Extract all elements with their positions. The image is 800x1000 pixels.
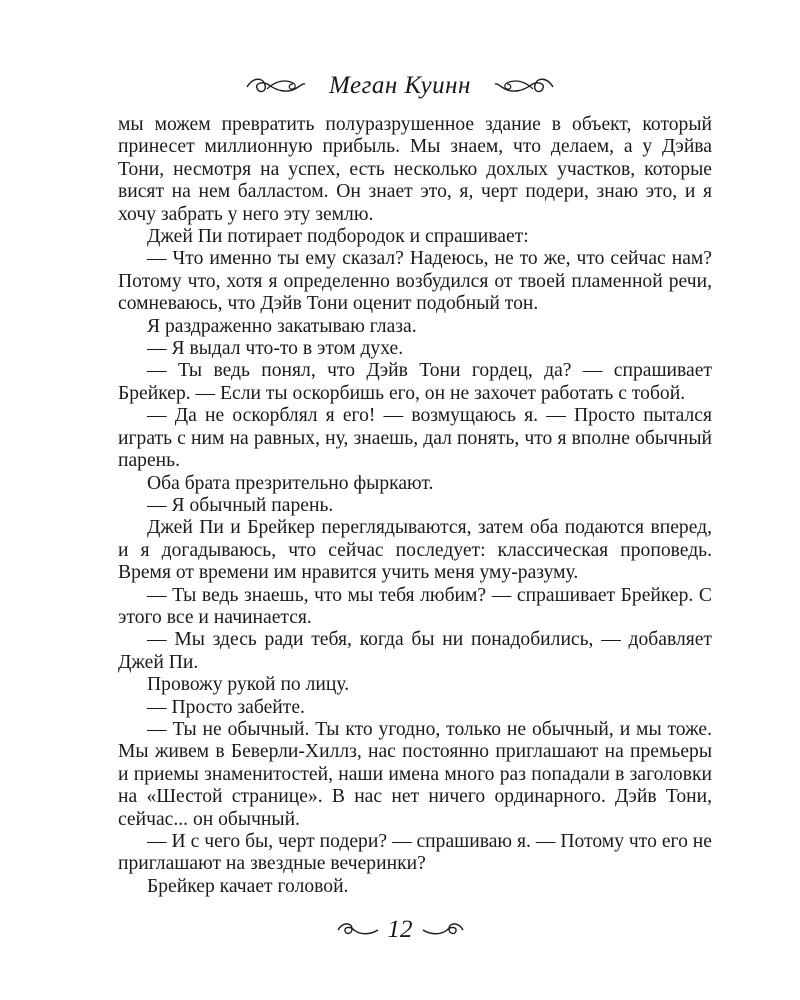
paragraph: — Ты ведь знаешь, что мы тебя любим? — спрашивает Брейкер. С этого все и начинается. xyxy=(118,584,712,628)
page-number: 12 xyxy=(387,916,413,943)
swirl-ornament-icon xyxy=(421,920,465,940)
swirl-ornament-icon xyxy=(245,75,307,97)
paragraph: — И с чего бы, черт подери? — спрашиваю я. — Потому что его не приглашают на звездные вечеринки? xyxy=(118,831,712,875)
paragraph: — Просто забейте. xyxy=(147,696,305,718)
running-head xyxy=(0,66,800,106)
paragraph: — Я обычный парень. xyxy=(147,494,334,516)
paragraph: — Ты ведь понял, что Дэйв Тони гордец, да? — спрашивает Брейкер. — Если ты оскорбишь его, он не захочет работать с тобой. xyxy=(118,360,712,404)
paragraph: Оба брата презрительно фыркают. xyxy=(147,472,434,494)
swirl-ornament-icon xyxy=(493,75,555,97)
paragraph: Я раздраженно закатываю глаза. xyxy=(147,315,417,337)
paragraph: — Ты не обычный. Ты кто угодно, только не обычный, и мы тоже. Мы живем в Беверли-Хиллз, нас постоянно приглашают на премьеры и приемы знаменитостей, наши имена много раз попадали в заголовки на «Шестой странице». В нас нет ничего ординарного. Дэйв Тони, сейчас... он обычный. xyxy=(118,718,712,830)
swirl-ornament-icon xyxy=(336,920,380,940)
paragraph: — Я выдал что-то в этом духе. xyxy=(147,338,404,360)
paragraph: — Да не оскорблял я его! — возмущаюсь я. — Просто пытался играть с ним на равных, ну, знаешь, дал понять, что я вполне обычный парень. xyxy=(118,405,712,472)
paragraph: — Что именно ты ему сказал? Надеюсь, не то же, что сейчас нам? Потому что, хотя я определенно возбудился от твоей пламенной речи, сомневаюсь, что Дэйв Тони оценит подобный тон. xyxy=(118,248,712,315)
paragraph: Джей Пи потирает подбородок и спрашивает: xyxy=(147,226,529,248)
paragraph: Брейкер качает головой. xyxy=(147,875,349,897)
body-text xyxy=(118,114,712,898)
paragraph: — Мы здесь ради тебя, когда бы ни понадобились, — добавляет Джей Пи. xyxy=(118,629,712,673)
paragraph: Джей Пи и Брейкер переглядываются, затем оба подаются вперед, и я догадываюсь, что сейчас последует: классическая проповедь. Время от времени им нравится учить меня уму-разуму. xyxy=(118,517,712,584)
running-head-title: Меган Куинн xyxy=(329,72,471,99)
paragraph: Провожу рукой по лицу. xyxy=(147,674,350,696)
page-number-footer xyxy=(0,912,800,948)
paragraph: мы можем превратить полуразрушенное здание в объект, который принесет миллионную прибыль. Мы знаем, что делаем, а у Дэйва Тони, несмотря на успех, есть несколько дохлых участков, которые висят на нем балластом. Он знает это, я, черт подери, знаю это, и я хочу забрать у него эту землю. xyxy=(118,114,712,225)
